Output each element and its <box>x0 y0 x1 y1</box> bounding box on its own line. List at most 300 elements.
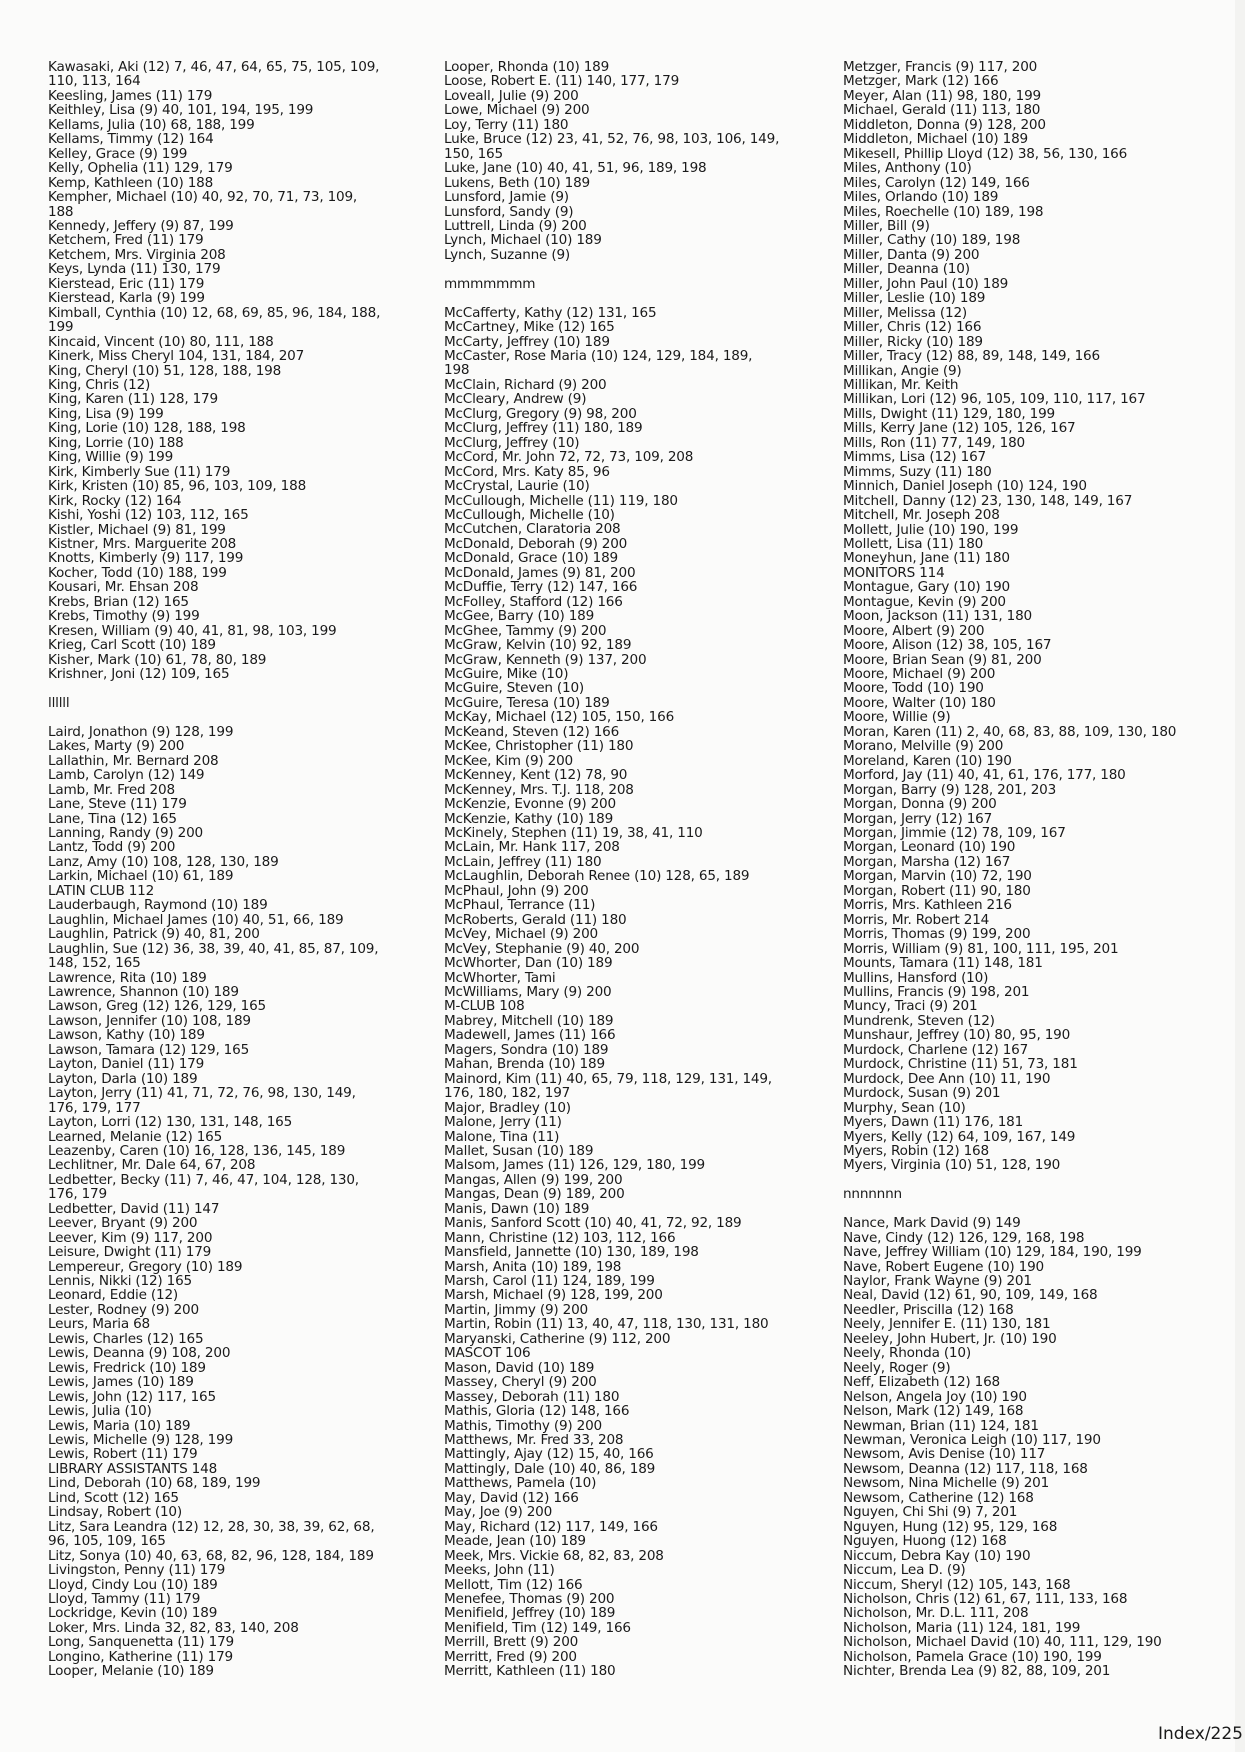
index-entry: Miller, Deanna (10) <box>843 261 970 278</box>
index-entry: Lynch, Michael (10) 189 <box>444 232 602 249</box>
index-entry: Murdock, Christine (11) 51, 73, 181 <box>843 1056 1078 1073</box>
index-entry: Mitchell, Mr. Joseph 208 <box>843 507 1000 524</box>
index-entry: Krebs, Timothy (9) 199 <box>48 608 200 625</box>
index-entry: Laird, Jonathon (9) 128, 199 <box>48 723 234 740</box>
index-entry: McWhorter, Tami <box>444 969 556 986</box>
index-entry: Matthews, Pamela (10) <box>444 1475 597 1492</box>
index-entry: Lewis, Robert (11) 179 <box>48 1446 198 1463</box>
index-entry: Needler, Priscilla (12) 168 <box>843 1301 1014 1318</box>
index-entry: Nichter, Brenda Lea (9) 82, 88, 109, 201 <box>843 1663 1111 1680</box>
index-entry: Marsh, Carol (11) 124, 189, 199 <box>444 1273 655 1290</box>
index-entry: Merritt, Fred (9) 200 <box>444 1648 577 1665</box>
index-entry: Lallathin, Mr. Bernard 208 <box>48 752 219 769</box>
index-entry: McFolley, Stafford (12) 166 <box>444 593 623 610</box>
spacer <box>843 1173 1238 1187</box>
index-entry: Morano, Melville (9) 200 <box>843 738 1004 755</box>
index-entry: Kelly, Ophelia (11) 129, 179 <box>48 160 233 177</box>
index-entry: Laughlin, Michael James (10) 40, 51, 66, 189 <box>48 911 344 928</box>
index-entry: Krieg, Carl Scott (10) 189 <box>48 637 216 654</box>
index-entry: Matthews, Mr. Fred 33, 208 <box>444 1432 624 1449</box>
index-entry: McCullough, Michelle (11) 119, 180 <box>444 492 678 509</box>
index-entry: Miles, Carolyn (12) 149, 166 <box>843 174 1030 191</box>
index-entry: McCarty, Jeffrey (10) 189 <box>444 333 610 350</box>
index-entry: Lewis, Fredrick (10) 189 <box>48 1359 206 1376</box>
index-entry: Kawasaki, Aki (12) 7, 46, 47, 64, 65, 75, 105, 109, <box>48 59 380 75</box>
index-entry: Mullins, Francis (9) 198, 201 <box>843 984 1030 1000</box>
index-entry: Lukens, Beth (10) 189 <box>444 174 590 191</box>
index-entry: McKenney, Kent (12) 78, 90 <box>444 767 628 784</box>
index-entry: McRoberts, Gerald (11) 180 <box>444 911 627 928</box>
index-entry: Miller, Cathy (10) 189, 198 <box>843 232 1021 249</box>
index-entry: McClain, Richard (9) 200 <box>444 376 607 393</box>
index-entry: Lewis, Deanna (9) 108, 200 <box>48 1345 231 1362</box>
index-entry: Moore, Walter (10) 180 <box>843 694 996 711</box>
index-entry: Nicholson, Pamela Grace (10) 190, 199 <box>843 1648 1102 1665</box>
index-entry: McGuire, Steven (10) <box>444 680 584 697</box>
index-entry: King, Karen (11) 128, 179 <box>48 391 218 408</box>
index-entry: Miller, Danta (9) 200 <box>843 246 980 263</box>
index-entry: Moore, Willie (9) <box>843 709 951 726</box>
index-entry: McClurg, Jeffrey (10) <box>444 434 580 451</box>
index-entry: McPhaul, John (9) 200 <box>444 882 589 899</box>
index-entry: Kirk, Rocky (12) 164 <box>48 492 182 509</box>
index-entry: Nicholson, Maria (11) 124, 181, 199 <box>843 1619 1081 1636</box>
index-entry: Minnich, Daniel Joseph (10) 124, 190 <box>843 478 1087 495</box>
index-entry: Kellams, Timmy (12) 164 <box>48 131 214 148</box>
index-entry: Mahan, Brenda (10) 189 <box>444 1056 605 1073</box>
spacer <box>843 1202 1238 1216</box>
index-entry: Munshaur, Jeffrey (10) 80, 95, 190 <box>843 1027 1071 1044</box>
index-entry: Lakes, Marty (9) 200 <box>48 738 185 755</box>
index-entry: McVey, Stephanie (9) 40, 200 <box>444 940 640 957</box>
index-entry: Morris, Mr. Robert 214 <box>843 911 990 928</box>
index-entry: Malsom, James (11) 126, 129, 180, 199 <box>444 1157 706 1174</box>
index-entry: Mikesell, Phillip Lloyd (12) 38, 56, 130, 166 <box>843 145 1128 162</box>
index-entry: 176, 179, 177 <box>48 1099 141 1116</box>
index-entry: Marsh, Anita (10) 189, 198 <box>444 1258 622 1275</box>
index-entry: Nicholson, Michael David (10) 40, 111, 129, 190 <box>843 1634 1162 1651</box>
index-entry: Lindsay, Robert (10) <box>48 1504 182 1521</box>
index-entry: Moore, Alison (12) 38, 105, 167 <box>843 637 1052 654</box>
index-entry: MONITORS 114 <box>843 564 945 581</box>
index-entry: Lennis, Nikki (12) 165 <box>48 1273 192 1290</box>
index-entry: Morgan, Jerry (12) 167 <box>843 810 993 827</box>
index-entry: Keys, Lynda (11) 130, 179 <box>48 261 221 278</box>
index-entry: Litz, Sara Leandra (12) 12, 28, 30, 38, 39, 62, 68, <box>48 1518 375 1535</box>
index-entry: Nguyen, Hung (12) 95, 129, 168 <box>843 1518 1058 1535</box>
index-entry: McWhorter, Dan (10) 189 <box>444 955 613 972</box>
index-entry: Kimball, Cynthia (10) 12, 68, 69, 85, 96, 184, 188, <box>48 304 381 321</box>
index-entry: Maryanski, Catherine (9) 112, 200 <box>444 1330 671 1347</box>
index-entry: McDonald, Grace (10) 189 <box>444 550 618 567</box>
index-entry: Learned, Melanie (12) 165 <box>48 1128 223 1145</box>
index-entry: MASCOT 106 <box>444 1345 531 1362</box>
index-entry: Neely, Roger (9) <box>843 1359 951 1376</box>
index-entry: Kincaid, Vincent (10) 80, 111, 188 <box>48 333 274 350</box>
index-entry: Layton, Daniel (11) 179 <box>48 1056 205 1073</box>
index-entry: Murdock, Susan (9) 201 <box>843 1085 1001 1102</box>
index-entry: Moore, Albert (9) 200 <box>843 622 985 639</box>
index-entry: Morris, Mrs. Kathleen 216 <box>843 897 1012 914</box>
section-letter-divider: llllll <box>48 694 70 711</box>
index-entry: Newman, Veronica Leigh (10) 117, 190 <box>843 1432 1101 1449</box>
index-entry: Looper, Melanie (10) 189 <box>48 1663 214 1680</box>
index-entry: Merrill, Brett (9) 200 <box>444 1634 579 1651</box>
index-entry: McCafferty, Kathy (12) 131, 165 <box>444 304 657 321</box>
index-entry: Neely, Jennifer E. (11) 130, 181 <box>843 1316 1051 1333</box>
index-entry: Morris, Thomas (9) 199, 200 <box>843 926 1031 943</box>
index-entry: King, Lisa (9) 199 <box>48 405 164 422</box>
index-entry: Lawrence, Shannon (10) 189 <box>48 983 239 1000</box>
index-entry: Massey, Cheryl (9) 200 <box>444 1374 597 1391</box>
index-entry: King, Cheryl (10) 51, 128, 188, 198 <box>48 362 282 379</box>
index-entry: Middleton, Michael (10) 189 <box>843 131 1028 148</box>
index-entry: McCord, Mrs. Katy 85, 96 <box>444 463 610 480</box>
index-entry: Leever, Kim (9) 117, 200 <box>48 1229 213 1246</box>
index-entry: Ketchem, Mrs. Virginia 208 <box>48 246 226 263</box>
index-entry: Michael, Gerald (11) 113, 180 <box>843 102 1041 119</box>
index-entry: Knotts, Kimberly (9) 117, 199 <box>48 550 244 567</box>
index-entry: Mounts, Tamara (11) 148, 181 <box>843 955 1043 972</box>
index-entry: Miles, Roechelle (10) 189, 198 <box>843 203 1044 220</box>
index-entry: Mitchell, Danny (12) 23, 130, 148, 149, 167 <box>843 492 1133 509</box>
index-entry: Mullins, Hansford (10) <box>843 969 989 986</box>
index-entry: Nicholson, Mr. D.L. 111, 208 <box>843 1605 1029 1622</box>
index-entry: Kierstead, Karla (9) 199 <box>48 290 205 307</box>
index-entry: McGraw, Kenneth (9) 137, 200 <box>444 651 647 668</box>
index-entry: McDonald, James (9) 81, 200 <box>444 564 636 581</box>
index-entry: Newsom, Avis Denise (10) 117 <box>843 1446 1046 1463</box>
spacer <box>48 681 438 695</box>
index-entry: Mallet, Susan (10) 189 <box>444 1142 594 1159</box>
index-entry: King, Chris (12) <box>48 376 151 393</box>
index-entry: Naylor, Frank Wayne (9) 201 <box>843 1273 1032 1290</box>
index-entry: Moneyhun, Jane (11) 180 <box>843 550 1010 567</box>
index-entry: Menifield, Jeffrey (10) 189 <box>444 1605 616 1622</box>
index-entry: Layton, Jerry (11) 41, 71, 72, 76, 98, 130, 149, <box>48 1085 356 1102</box>
index-entry: McGee, Barry (10) 189 <box>444 608 595 625</box>
index-entry: Mollett, Julie (10) 190, 199 <box>843 521 1019 538</box>
index-entry: Mills, Kerry Jane (12) 105, 126, 167 <box>843 420 1076 437</box>
index-entry: Leurs, Maria 68 <box>48 1316 150 1333</box>
index-entry: Lewis, Michelle (9) 128, 199 <box>48 1432 234 1449</box>
index-entry: Madewell, James (11) 166 <box>444 1027 616 1044</box>
index-entry: Middleton, Donna (9) 128, 200 <box>843 116 1046 133</box>
index-entry: Lawrence, Rita (10) 189 <box>48 969 207 986</box>
index-entry: Ketchem, Fred (11) 179 <box>48 232 204 249</box>
index-entry: Murphy, Sean (10) <box>843 1099 966 1116</box>
index-entry: Newsom, Catherine (12) 168 <box>843 1489 1034 1506</box>
index-entry: Meeks, John (11) <box>444 1562 555 1579</box>
section-letter-divider: nnnnnnn <box>843 1186 902 1203</box>
index-entry: Miles, Anthony (10) <box>843 160 972 177</box>
index-entry: Lester, Rodney (9) 200 <box>48 1301 199 1318</box>
index-entry: Leever, Bryant (9) 200 <box>48 1215 198 1232</box>
index-entry: King, Lorrie (10) 188 <box>48 434 184 451</box>
index-entry: Lamb, Mr. Fred 208 <box>48 781 175 798</box>
index-entry: Kistler, Michael (9) 81, 199 <box>48 521 226 538</box>
index-entry: Miller, Ricky (10) 189 <box>843 333 983 350</box>
page-footer-index-number: Index/225 <box>1158 1724 1243 1744</box>
index-entry: Leisure, Dwight (11) 179 <box>48 1244 212 1261</box>
index-entry: Mills, Ron (11) 77, 149, 180 <box>843 434 1025 451</box>
index-entry: Lane, Tina (12) 165 <box>48 810 177 827</box>
index-entry: McCrystal, Laurie (10) <box>444 478 590 495</box>
index-entry: McVey, Michael (9) 200 <box>444 926 599 943</box>
index-entry: McCleary, Andrew (9) <box>444 391 587 408</box>
index-entry: Long, Sanquenetta (11) 179 <box>48 1634 234 1651</box>
index-entry: Niccum, Debra Kay (10) 190 <box>843 1547 1031 1564</box>
index-entry: Mabrey, Mitchell (10) 189 <box>444 1012 614 1029</box>
index-entry: Nave, Jeffrey William (10) 129, 184, 190, 199 <box>843 1244 1142 1261</box>
index-entry: Litz, Sonya (10) 40, 63, 68, 82, 96, 128, 184, 189 <box>48 1547 374 1564</box>
index-entry: McCord, Mr. John 72, 72, 73, 109, 208 <box>444 449 694 466</box>
index-entry: Luke, Jane (10) 40, 41, 51, 96, 189, 198 <box>444 160 707 177</box>
index-entry: King, Willie (9) 199 <box>48 449 174 466</box>
index-entry: McKee, Christopher (11) 180 <box>444 738 634 755</box>
index-entry: Neff, Elizabeth (12) 168 <box>843 1374 1000 1391</box>
index-entry: Moore, Michael (9) 200 <box>843 666 996 683</box>
index-entry: Niccum, Lea D. (9) <box>843 1562 966 1579</box>
index-entry: Moran, Karen (11) 2, 40, 68, 83, 88, 109, 130, 180 <box>843 723 1177 740</box>
index-entry: Leazenby, Caren (10) 16, 128, 136, 145, 189 <box>48 1142 346 1159</box>
index-entry: McKenney, Mrs. T.J. 118, 208 <box>444 781 634 798</box>
index-entry: McGuire, Mike (10) <box>444 666 569 682</box>
index-entry: Morgan, Leonard (10) 190 <box>843 839 1016 856</box>
index-entry: Newsom, Nina Michelle (9) 201 <box>843 1475 1050 1492</box>
index-entry: Kishi, Yoshi (12) 103, 112, 165 <box>48 507 249 524</box>
index-entry: Massey, Deborah (11) 180 <box>444 1388 620 1405</box>
index-entry: Mason, David (10) 189 <box>444 1359 595 1376</box>
index-entry: 110, 113, 164 <box>48 73 141 90</box>
index-entry: Lockridge, Kevin (10) 189 <box>48 1605 218 1622</box>
index-entry: Miles, Orlando (10) 189 <box>843 189 999 206</box>
spacer <box>444 291 834 305</box>
index-column-2 <box>444 60 834 1679</box>
index-entry: Kennedy, Jeffery (9) 87, 199 <box>48 217 234 234</box>
index-entry: McKenzie, Evonne (9) 200 <box>444 796 616 813</box>
index-entry: Lunsford, Jamie (9) <box>444 189 569 206</box>
index-entry: Manis, Dawn (10) 189 <box>444 1200 590 1217</box>
index-entry: Mathis, Timothy (9) 200 <box>444 1417 602 1434</box>
index-entry: Miller, John Paul (10) 189 <box>843 275 1009 292</box>
index-entry: Nave, Robert Eugene (10) 190 <box>843 1258 1045 1275</box>
index-entry: Lawson, Greg (12) 126, 129, 165 <box>48 998 266 1015</box>
index-entry: Newsom, Deanna (12) 117, 118, 168 <box>843 1460 1088 1477</box>
index-entry: Kousari, Mr. Ehsan 208 <box>48 579 199 596</box>
index-entry: Lunsford, Sandy (9) <box>444 203 574 220</box>
index-entry: McKee, Kim (9) 200 <box>444 752 573 769</box>
index-entry: 148, 152, 165 <box>48 955 141 972</box>
index-entry: Morford, Jay (11) 40, 41, 61, 176, 177, 180 <box>843 767 1126 784</box>
index-entry: Miller, Chris (12) 166 <box>843 319 982 336</box>
spacer <box>444 262 834 276</box>
index-entry: 199 <box>48 319 74 336</box>
index-entry: 96, 105, 109, 165 <box>48 1533 166 1550</box>
index-entry: Neeley, John Hubert, Jr. (10) 190 <box>843 1330 1057 1347</box>
index-entry: McLaughlin, Deborah Renee (10) 128, 65, 189 <box>444 868 750 885</box>
index-entry: McKeand, Steven (12) 166 <box>444 723 620 740</box>
index-entry: Mellott, Tim (12) 166 <box>444 1576 583 1593</box>
index-entry: Muncy, Traci (9) 201 <box>843 998 978 1015</box>
index-entry: Martin, Robin (11) 13, 40, 47, 118, 130, 131, 180 <box>444 1316 769 1333</box>
index-entry: McLain, Mr. Hank 117, 208 <box>444 839 620 856</box>
index-entry: Mattingly, Ajay (12) 15, 40, 166 <box>444 1446 654 1463</box>
index-entry: Millikan, Mr. Keith <box>843 376 959 393</box>
index-entry: McKenzie, Kathy (10) 189 <box>444 810 614 827</box>
index-entry: McKay, Michael (12) 105, 150, 166 <box>444 709 675 726</box>
index-entry: Magers, Sondra (10) 189 <box>444 1041 609 1058</box>
index-entry: Longino, Katherine (11) 179 <box>48 1648 233 1665</box>
index-entry: 176, 179 <box>48 1186 107 1203</box>
index-entry: LIBRARY ASSISTANTS 148 <box>48 1460 218 1477</box>
index-entry: 176, 180, 182, 197 <box>444 1085 571 1102</box>
index-entry: Nguyen, Chi Shi (9) 7, 201 <box>843 1504 1018 1521</box>
index-entry: 198 <box>444 362 470 379</box>
index-entry: Krebs, Brian (12) 165 <box>48 593 189 610</box>
index-entry: Mathis, Gloria (12) 148, 166 <box>444 1403 630 1420</box>
index-entry: McCullough, Michelle (10) <box>444 507 615 524</box>
index-entry: Millikan, Angie (9) <box>843 362 962 379</box>
index-entry: Kellams, Julia (10) 68, 188, 199 <box>48 116 255 133</box>
index-entry: McGraw, Kelvin (10) 92, 189 <box>444 637 632 654</box>
index-entry: Mainord, Kim (11) 40, 65, 79, 118, 129, 131, 149, <box>444 1070 772 1087</box>
index-entry: Looper, Rhonda (10) 189 <box>444 59 610 75</box>
index-entry: Lamb, Carolyn (12) 149 <box>48 767 205 784</box>
index-entry: Millikan, Lori (12) 96, 105, 109, 110, 117, 167 <box>843 391 1146 408</box>
index-entry: Marsh, Michael (9) 128, 199, 200 <box>444 1287 663 1304</box>
index-entry: Kirk, Kimberly Sue (11) 179 <box>48 463 231 480</box>
index-entry: Myers, Dawn (11) 176, 181 <box>843 1114 1024 1131</box>
index-entry: Kinerk, Miss Cheryl 104, 131, 184, 207 <box>48 348 305 365</box>
index-entry: Malone, Tina (11) <box>444 1128 560 1145</box>
index-entry: Morgan, Donna (9) 200 <box>843 796 997 813</box>
index-entry: Lewis, James (10) 189 <box>48 1374 194 1391</box>
index-entry: Neal, David (12) 61, 90, 109, 149, 168 <box>843 1287 1098 1304</box>
index-entry: Lewis, Maria (10) 189 <box>48 1417 191 1434</box>
index-entry: Ledbetter, David (11) 147 <box>48 1200 220 1217</box>
index-entry: Menefee, Thomas (9) 200 <box>444 1591 615 1607</box>
index-entry: McCaster, Rose Maria (10) 124, 129, 184, 189, <box>444 348 753 365</box>
index-entry: M-CLUB 108 <box>444 998 525 1015</box>
index-entry: Menifield, Tim (12) 149, 166 <box>444 1619 631 1636</box>
index-entry: Mimms, Lisa (12) 167 <box>843 449 986 466</box>
index-entry: Lewis, Julia (10) <box>48 1403 152 1420</box>
index-entry: Nguyen, Huong (12) 168 <box>843 1533 1007 1550</box>
spacer <box>48 710 438 724</box>
index-entry: Morgan, Marvin (10) 72, 190 <box>843 868 1032 885</box>
index-entry: Ledbetter, Becky (11) 7, 46, 47, 104, 128, 130, <box>48 1171 359 1188</box>
index-entry: Myers, Virginia (10) 51, 128, 190 <box>843 1157 1061 1174</box>
index-entry: Laughlin, Sue (12) 36, 38, 39, 40, 41, 85, 87, 109, <box>48 940 379 957</box>
index-entry: Luke, Bruce (12) 23, 41, 52, 76, 98, 103, 106, 149, <box>444 131 780 148</box>
index-entry: Murdock, Charlene (12) 167 <box>843 1041 1029 1058</box>
index-entry: Martin, Jimmy (9) 200 <box>444 1301 588 1318</box>
index-entry: Kistner, Mrs. Marguerite 208 <box>48 535 237 552</box>
index-entry: Layton, Darla (10) 189 <box>48 1070 198 1087</box>
index-entry: Nelson, Mark (12) 149, 168 <box>843 1403 1024 1420</box>
index-entry: Nance, Mark David (9) 149 <box>843 1215 1021 1232</box>
index-entry: Lantz, Todd (9) 200 <box>48 839 176 856</box>
index-entry: Moore, Todd (10) 190 <box>843 680 984 697</box>
index-entry: Mansfield, Jannette (10) 130, 189, 198 <box>444 1244 699 1261</box>
index-entry: Lanning, Randy (9) 200 <box>48 824 204 841</box>
index-entry: Metzger, Mark (12) 166 <box>843 73 999 90</box>
index-entry: May, David (12) 166 <box>444 1489 579 1506</box>
index-entry: Manis, Sanford Scott (10) 40, 41, 72, 92, 189 <box>444 1215 742 1232</box>
index-entry: Moon, Jackson (11) 131, 180 <box>843 608 1033 625</box>
index-entry: Lewis, John (12) 117, 165 <box>48 1388 216 1405</box>
index-entry: McClurg, Gregory (9) 98, 200 <box>444 405 637 422</box>
index-entry: McDuffie, Terry (12) 147, 166 <box>444 579 638 596</box>
index-entry: Larkin, Michael (10) 61, 189 <box>48 868 234 885</box>
index-entry: Mangas, Allen (9) 199, 200 <box>444 1171 623 1188</box>
index-entry: Myers, Kelly (12) 64, 109, 167, 149 <box>843 1128 1076 1145</box>
index-entry: Meade, Jean (10) 189 <box>444 1533 586 1550</box>
index-entry: Nave, Cindy (12) 126, 129, 168, 198 <box>843 1229 1085 1246</box>
index-entry: Lloyd, Cindy Lou (10) 189 <box>48 1576 218 1593</box>
index-entry: Kempher, Michael (10) 40, 92, 70, 71, 73, 109, <box>48 189 358 206</box>
index-entry: 188 <box>48 203 74 220</box>
index-entry: Lloyd, Tammy (11) 179 <box>48 1591 201 1607</box>
index-entry: Meek, Mrs. Vickie 68, 82, 83, 208 <box>444 1547 664 1564</box>
index-entry: Kirk, Kristen (10) 85, 96, 103, 109, 188 <box>48 478 307 495</box>
index-entry: 150, 165 <box>444 145 503 162</box>
index-entry: Major, Bradley (10) <box>444 1099 571 1116</box>
index-entry: Lynch, Suzanne (9) <box>444 246 570 263</box>
index-entry: Laughlin, Patrick (9) 40, 81, 200 <box>48 926 260 943</box>
index-entry: Kresen, William (9) 40, 41, 81, 98, 103, 199 <box>48 622 337 639</box>
index-entry: McCartney, Mike (12) 165 <box>444 319 615 336</box>
index-entry: McPhaul, Terrance (11) <box>444 897 596 914</box>
index-entry: LATIN CLUB 112 <box>48 882 155 899</box>
index-entry: Malone, Jerry (11) <box>444 1114 562 1131</box>
index-entry: Lane, Steve (11) 179 <box>48 796 187 813</box>
index-entry: King, Lorie (10) 128, 188, 198 <box>48 420 246 437</box>
index-entry: McClurg, Jeffrey (11) 180, 189 <box>444 420 643 437</box>
index-entry: Lempereur, Gregory (10) 189 <box>48 1258 243 1275</box>
index-entry: Mangas, Dean (9) 189, 200 <box>444 1186 625 1203</box>
index-entry: Morris, William (9) 81, 100, 111, 195, 201 <box>843 940 1119 957</box>
index-entry: McDonald, Deborah (9) 200 <box>444 535 628 552</box>
index-entry: Nelson, Angela Joy (10) 190 <box>843 1388 1027 1405</box>
index-entry: Lewis, Charles (12) 165 <box>48 1330 204 1347</box>
index-entry: Morgan, Barry (9) 128, 201, 203 <box>843 781 1057 798</box>
index-entry: Kemp, Kathleen (10) 188 <box>48 174 214 191</box>
index-entry: Kisher, Mark (10) 61, 78, 80, 189 <box>48 651 267 668</box>
index-entry: Niccum, Sheryl (12) 105, 143, 168 <box>843 1576 1071 1593</box>
index-entry: Loker, Mrs. Linda 32, 82, 83, 140, 208 <box>48 1619 299 1636</box>
index-entry: Lind, Scott (12) 165 <box>48 1489 179 1506</box>
index-entry: McWilliams, Mary (9) 200 <box>444 983 612 1000</box>
index-entry: Lowe, Michael (9) 200 <box>444 102 590 119</box>
index-entry: Keithley, Lisa (9) 40, 101, 194, 195, 199 <box>48 102 314 119</box>
index-entry: Lawson, Tamara (12) 129, 165 <box>48 1041 250 1058</box>
index-entry: Miller, Bill (9) <box>843 217 930 234</box>
index-entry: Moore, Brian Sean (9) 81, 200 <box>843 651 1042 668</box>
index-entry: Metzger, Francis (9) 117, 200 <box>843 59 1038 75</box>
index-entry: Lawson, Jennifer (10) 108, 189 <box>48 1012 251 1029</box>
index-entry: May, Joe (9) 200 <box>444 1504 553 1521</box>
index-entry: Mimms, Suzy (11) 180 <box>843 463 992 480</box>
index-entry: Nicholson, Chris (12) 61, 67, 111, 133, 168 <box>843 1591 1128 1607</box>
index-entry: Murdock, Dee Ann (10) 11, 190 <box>843 1070 1051 1087</box>
index-entry: Livingston, Penny (11) 179 <box>48 1562 226 1579</box>
index-column-1 <box>48 60 438 1679</box>
index-entry: Loveall, Julie (9) 200 <box>444 87 579 104</box>
index-entry: McCutchen, Claratoria 208 <box>444 521 621 538</box>
index-entry: Montague, Gary (10) 190 <box>843 579 1010 596</box>
